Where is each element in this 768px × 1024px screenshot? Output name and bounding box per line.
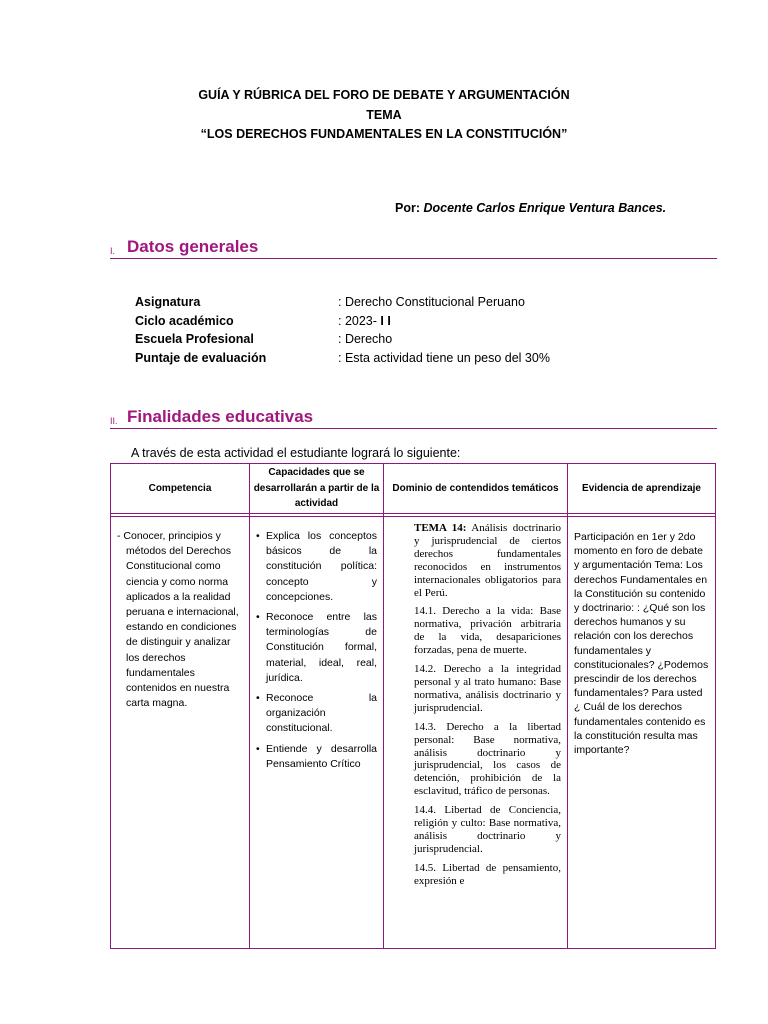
section-heading-datos-generales bbox=[110, 234, 717, 259]
tema-paragraph bbox=[414, 522, 561, 599]
capacidad-text: Reconoce la organización constitucional. bbox=[266, 692, 377, 735]
cell-capacidades bbox=[250, 517, 384, 949]
dominio-item: 14.5. Libertad de pensamiento, expresión e bbox=[414, 861, 561, 887]
competencias-table bbox=[110, 463, 716, 949]
info-value-text: : 2023- bbox=[338, 314, 381, 328]
document-subtitle-tema: TEMA bbox=[366, 108, 402, 122]
list-item bbox=[256, 691, 377, 737]
capacidad-text: Entiende y desarrolla Pensamiento Crítico bbox=[266, 742, 377, 770]
tema-text: Análisis doctrinario y jurisprudencial de ciertos derechos fundamentales reconocidos en instrumentos internacionales obligatorios para el Perú. bbox=[414, 522, 561, 599]
bullet-icon: • bbox=[256, 530, 260, 542]
info-value: : Derecho Constitucional Peruano bbox=[338, 295, 525, 309]
competencia-text: - Conocer, principios y métodos del Derechos Constitucional como ciencia y como norma aplicados a la realidad peruana e internacional, estando en condiciones de distinguir y analizar los derechos fundamentales contenidos en nuestra carta magna. bbox=[117, 530, 239, 710]
info-value: : Esta actividad tiene un peso del 30% bbox=[338, 351, 550, 365]
info-key: Asignatura bbox=[135, 295, 201, 309]
bullet-icon: • bbox=[256, 742, 260, 755]
table-header: Competencia bbox=[111, 464, 250, 514]
tema-label: TEMA 14: bbox=[414, 522, 467, 534]
section-number: I. bbox=[110, 246, 116, 256]
info-value bbox=[338, 314, 391, 328]
dominio-item: 14.1. Derecho a la vida: Base normativa, privación arbitraria de la vida, desapariciones forzadas, pena de muerte. bbox=[414, 605, 561, 657]
document-topic: “LOS DERECHOS FUNDAMENTALES EN LA CONSTITUCIÓN” bbox=[200, 127, 568, 141]
section-heading-finalidades bbox=[110, 404, 717, 429]
author-name: Docente Carlos Enrique Ventura Bances. bbox=[423, 201, 667, 215]
section-intro: A través de esta actividad el estudiante logrará lo siguiente: bbox=[131, 446, 461, 460]
section-title: Datos generales bbox=[127, 237, 259, 256]
table-header-row bbox=[111, 464, 716, 514]
bullet-icon: • bbox=[256, 611, 260, 624]
info-value: : Derecho bbox=[338, 332, 393, 346]
capacidades-list bbox=[256, 529, 377, 772]
dominio-item: 14.2. Derecho a la integridad personal y al trato humano: Base normativa, análisis doctrinario y jurisprudencial. bbox=[414, 663, 561, 714]
bullet-icon: • bbox=[256, 692, 260, 705]
info-key: Escuela Profesional bbox=[135, 332, 254, 346]
table-header: Evidencia de aprendizaje bbox=[568, 464, 716, 514]
section-title: Finalidades educativas bbox=[127, 407, 314, 426]
author-prefix: Por: bbox=[395, 201, 420, 215]
table-header: Capacidades que se desarrollarán a partir de la actividad bbox=[250, 464, 384, 514]
dominio-item: 14.3. Derecho a la libertad personal: Base normativa, análisis doctrinario y jurisprudencial, los casos de detención, prohibición de la esclavitud, tráfico de personas. bbox=[414, 720, 561, 798]
list-item bbox=[256, 610, 377, 686]
info-key: Ciclo académico bbox=[135, 314, 234, 328]
cell-dominio bbox=[384, 517, 568, 949]
document-title: GUÍA Y RÚBRICA DEL FORO DE DEBATE Y ARGUMENTACIÓN bbox=[198, 88, 570, 102]
table-row bbox=[111, 517, 716, 949]
info-value-bold: I I bbox=[380, 314, 391, 328]
list-item bbox=[256, 529, 377, 605]
author-line bbox=[395, 201, 666, 215]
table-header: Dominio de contendidos temáticos bbox=[384, 464, 568, 514]
section-number: II. bbox=[110, 416, 118, 426]
list-item bbox=[256, 742, 377, 772]
cell-evidencia: Participación en 1er y 2do momento en foro de debate y argumentación Tema: Los derechos Fundamentales en la Constitución su contenido y doctrinario: : ¿Qué son los derechos humanos y su relación con los derechos fundamentales y constitucionales? ¿Podemos prescindir de los derechos fundamentales? Para usted ¿ Cuál de los derechos fundamentales contenido es la constitución resulta mas importante? bbox=[568, 517, 716, 949]
capacidad-text: Explica los conceptos básicos de la constitución política: concepto y concepciones. bbox=[266, 530, 377, 603]
info-key: Puntaje de evaluación bbox=[135, 351, 267, 365]
capacidad-text: Reconoce entre las terminologías de Constitución formal, material, ideal, real, jurídica. bbox=[266, 611, 377, 684]
cell-competencia bbox=[111, 517, 250, 949]
dominio-item: 14.4. Libertad de Conciencia, religión y culto: Base normativa, análisis doctrinario y jurisprudencial. bbox=[414, 804, 561, 855]
